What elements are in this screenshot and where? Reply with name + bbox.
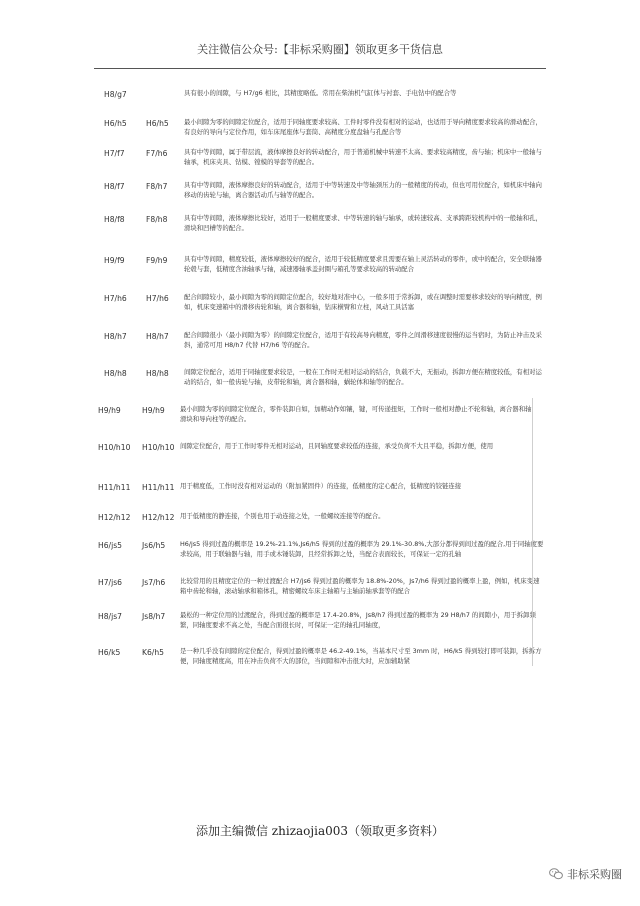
fit-description: 具有中等间隙，液体摩擦比较好，适用于一般精度要求、中等转速的轴与轴承，或转速较高、支承跨距较机构中的一般轴和孔，滑块和凹槽等的配合。	[184, 214, 542, 232]
shaft-fit: H9/h9	[142, 406, 165, 415]
fit-description: 最小间隙为零的间隙定位配合，零件装卸自如，加精动作如镶，键，可传递扭矩，工作时一般相对静止不轮和轴，离合器和轴，滑块和导向柱等的配合。	[180, 405, 538, 423]
hole-fit: H8/f7	[104, 182, 125, 191]
fit-description: 是一种几乎没有间隙的定位配合，得到过盈的概率是 46.2-49.1%，当基本尺寸至 3mm 时，H6/k5 得到较打即可装卸，拆拆方便，同轴度精度高，用在冲击负荷不大的部位，当间隙和冲击很大时，应加辅助紧	[180, 647, 542, 665]
fit-description: H6/js5 得到过盈的概率是 19.2%-21.1%,Js6/h5 得到的过盈的概率为 29.1%-30.8%,大部分都得到间过盈的配合,用于同轴度要求较高，用于联轴器与轴，用手或木锤装卸，且经常拆卸之处，当配合表面较长，可保证一定的孔轴	[180, 540, 544, 558]
fit-description: 最松的一种定位用的过渡配合，得到过盈的概率是 17.4-20.8%，Js8/h7 得到过盈的概率为 29 H8/h7 的间隙小，用于拆卸频繁，同轴度要求不高之处，当配合面很长时，可保证一定的轴孔同轴度，	[180, 611, 536, 629]
fit-description: 配合间隙较小，最小间隙为零的间隙定位配合，较好地对准中心，一般多用于常拆卸，或在调整时需要移求较好的导向精度，例如，机床变速箱中的滑移齿轮和轴，离合器和轴，钻床横臂和立柱，风动工具活塞	[184, 293, 542, 311]
page-footer: 添加主编微信 zhizaojia003（领取更多资料）	[195, 824, 445, 838]
fit-description: 具有中等间隙，属于带层流，液体摩擦良好的转动配合，用于普通机械中转速不太高、要求较高精度，齿与轴；机床中一般轴与轴承，机床夹具、钻模、镗模的导套等的配合。	[184, 148, 542, 166]
fit-description: 最小间隙为零的间隙定位配合，适用于同轴度要求较高、工件时零件没有相对的运动，也适用于导向精度要求较高的滑动配合，有良好的导向与定位作用，如车床尾座体与套筒、高精度分度盘轴与孔配合等	[184, 118, 542, 136]
hole-fit: H6/k5	[98, 648, 121, 657]
hole-fit: H6/js5	[98, 541, 122, 550]
hole-fit: H10/h10	[98, 443, 131, 452]
shaft-fit: K6/h5	[142, 648, 165, 657]
table-border	[532, 398, 533, 666]
shaft-fit: H8/h7	[146, 332, 169, 341]
shaft-fit: F8/h7	[146, 182, 168, 191]
hole-fit: H11/h11	[98, 483, 131, 492]
hole-fit: H12/h12	[98, 513, 131, 522]
hole-fit: H6/h5	[104, 119, 127, 128]
page-header: 关注微信公众号:【非标采购圈】领取更多干货信息	[197, 43, 443, 56]
shaft-fit: Js8/h7	[142, 612, 166, 621]
shaft-fit: H10/h10	[142, 443, 175, 452]
fit-description: 用于精度低，工作时没有相对运动的（附加紧固件）的连接，低精度的定心配合，低精度的铰链连接	[180, 482, 462, 490]
header-rule	[94, 68, 546, 69]
shaft-fit: H6/h5	[146, 119, 169, 128]
shaft-fit: F8/h8	[146, 215, 168, 224]
shaft-fit: H7/h6	[146, 294, 169, 303]
shaft-fit: Js7/h6	[142, 578, 166, 587]
shaft-fit: F9/h9	[146, 256, 168, 265]
hole-fit: H7/h6	[104, 294, 127, 303]
fit-description: 用于低精度的静连接，个别也用于动连接之处，一般螺纹连接等的配合。	[180, 512, 385, 520]
fit-description: 配合间隙很小（最小间隙为零）的间隙定位配合，适用于有较高导向精度，零件之间滑移速度很慢的运当宿时，为防止冲击及采斜，通常可用 H8/h7 代替 H7/h6 等的配合。	[184, 331, 542, 349]
fit-description: 具有中等间隙，精度较低，液体摩擦较好的配合，适用于较低精度要求且需要在轴上灵活转动的零件，或中的配合，安全联轴器轮毂与套，低精度含油轴承与轴，减速器轴承盖封圈与箱孔等要求较高的转动配合	[184, 255, 542, 273]
hole-fit: H8/g7	[104, 90, 127, 99]
shaft-fit: H12/h12	[142, 513, 175, 522]
hole-fit: H8/h8	[104, 369, 127, 378]
hole-fit: H9/h9	[98, 406, 121, 415]
shaft-fit: H8/h8	[146, 369, 169, 378]
brand-name: 非标采购圈	[567, 868, 622, 881]
hole-fit: H8/f8	[104, 215, 125, 224]
hole-fit: H7/f7	[104, 149, 125, 158]
hole-fit: H8/h7	[104, 332, 127, 341]
shaft-fit: H11/h11	[142, 483, 175, 492]
hole-fit: H8/js7	[98, 612, 122, 621]
shaft-fit: Js6/h5	[142, 541, 166, 550]
brand-watermark	[549, 866, 622, 882]
hole-fit: H7/js6	[98, 578, 122, 587]
fit-description: 具有很小的间隙，与 H7/g6 相比，其精度略低。常用在柴油机气缸体与衬套、手电钻中的配合等	[184, 89, 457, 97]
wechat-icon	[549, 868, 563, 880]
shaft-fit: F7/h6	[146, 149, 168, 158]
fit-description: 间隙定位配合，用于工作时零件无相对运动，且同轴度要求较低的连接，承受负荷不大且平稳，拆卸方便，使用	[180, 442, 494, 450]
fit-description: 具有中等间隙，液体摩擦良好的转动配合，适用于中等转速及中等轴颈压力的一般精度的传动，但也可用位配合，如机床中轴向移动的齿轮与轴，离合器活动爪与轴等的配合。	[184, 181, 542, 199]
fit-description: 比较常用的且精度定位的一种过渡配合 H7/js6 得到过盈的概率为 18.8%-20%，Js7/h6 得到过盈的概率上盈，例如，机床变速箱中齿轮和轴，滚动轴承和箱体孔，精密螺纹车床主轴箱与主轴前轴承套等的配合	[180, 577, 540, 595]
fit-description: 间隙定位配合，适用于同轴度要求较是，一般在工作时无相对运动的结合，负载不大，无振动，拆卸方便在精度较低，有相对运动的结合，如一般齿轮与轴，皮带轮和轴，离合器和轴，蜗轮体和轴等的配合。	[184, 368, 542, 386]
hole-fit: H9/f9	[104, 256, 125, 265]
